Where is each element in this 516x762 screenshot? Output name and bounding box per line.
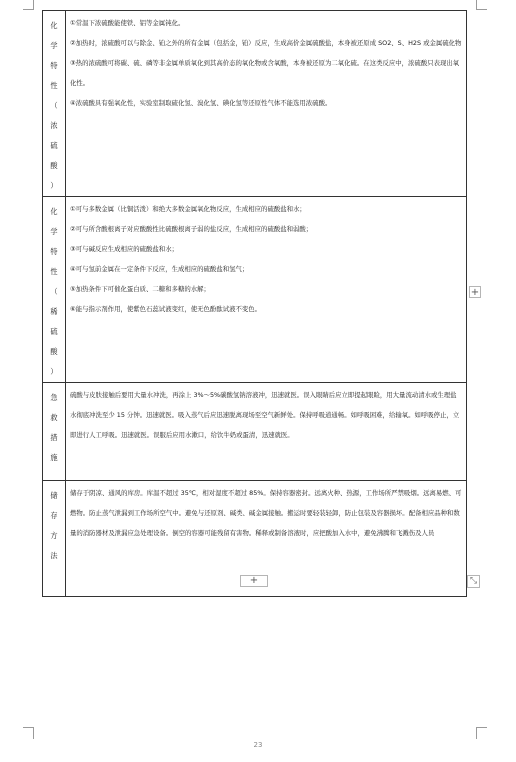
crop-mark-bottom-right-v [476,727,477,739]
content-line: ②加热时，浓硫酸可以与除金、铂之外的所有金属（包括金，铂）反应，生成高价金属硫酸盐，本身被还原成 SO2、S、H2S 或金属硫化物 [70,39,462,47]
crop-mark-bottom-left-h [23,727,33,728]
sulfuric-acid-properties-table [42,10,467,597]
content-line: ④浓硫酸具有强氧化性，实验室制取硫化氢、溴化氢、碘化氢等还原性气体不能选用浓硫酸。 [70,99,332,107]
add-column-button[interactable]: + [470,287,480,298]
content-line: ②可与所含酸根离子对应酸酸性比硫酸根离子弱的盐反应，生成相应的硫酸盐和弱酸； [70,225,313,233]
content-line: 硫酸与皮肤接触后要用大量水冲洗，再涂上 3%～5%碳酸氢钠溶液冲，迅速就医。误入眼睛后应立即提起眼睑，用大量流动清水或生理盐水彻底冲洗至少 15 分钟。迅速就医。吸入蒸气后应迅速脱离现场至空气新鲜处。保持呼吸道通畅。如呼吸困难，给输氧。如呼吸停止，立即进行人工呼吸。迅速就医。误服后应用水漱口，给饮牛奶或蛋清，迅速就医。 [70,391,460,439]
crop-mark-top-right-h [477,9,487,10]
content-line: ⑤加热条件下可催化蛋白质、二糖和多糖的水解； [70,285,210,293]
content-line: ④可与氢前金属在一定条件下反应，生成相应的硫酸盐和氢气； [70,265,249,273]
content-line: ①可与多数金属（比铜活泼）和绝大多数金属氧化物反应，生成相应的硫酸盐和水； [70,205,306,213]
row-label-concentrated-acid: 化 学 特 性 （ 浓 硫 酸 ） [43,11,66,197]
table-row [43,197,467,383]
content-line: ①常温下浓硫酸能使铁、铝等金属钝化。 [70,19,185,27]
content-line: ③热的浓硫酸可将碳、硫、磷等非金属单质氧化到其高价态的氧化物或含氧酸，本身被还原为二氧化硫。在这类反应中，浓硫酸只表现出氧化性。 [70,59,460,87]
crop-mark-bottom-right-h [477,727,487,728]
row-content-dilute-acid[interactable] [66,197,467,383]
table-resize-handle-icon[interactable]: ⤡ [467,575,480,588]
content-line: ⑥能与指示剂作用，使紫色石蕊试液变红，使无色酚酞试液不变色。 [70,305,262,313]
row-label-storage: 储 存 方 法 [43,481,66,597]
row-content-first-aid[interactable] [66,383,467,481]
crop-mark-top-left-v [33,0,34,10]
row-content-concentrated-acid[interactable] [66,11,467,197]
crop-mark-bottom-left-v [33,727,34,739]
crop-mark-top-left-h [23,9,33,10]
add-row-button[interactable]: + [240,575,268,587]
content-line: ③可与碱反应生成相应的硫酸盐和水； [70,245,178,253]
table-row [43,11,467,197]
row-label-first-aid: 急 救 措 施 [43,383,66,481]
row-label-dilute-acid: 化 学 特 性 （ 稀 硫 酸 ） [43,197,66,383]
page-number: 23 [253,741,263,749]
table-row [43,383,467,481]
content-line: 储存于阴凉、通风的库房。库温不超过 35℃，相对湿度不超过 85%。保持容器密封。远离火种、热源，工作场所严禁吸烟。远离易燃、可燃物。防止蒸气泄漏到工作场所空气中。避免与还原剂、碱类、碱金属接触。搬运时要轻装轻卸，防止包装及容器损坏。配备相应品种和数量的消防器材及泄漏应急处理设备。倒空的容器可能残留有害物。稀释或制备溶液时，应把酸加入水中，避免沸腾和飞溅伤及人员 [70,489,462,537]
